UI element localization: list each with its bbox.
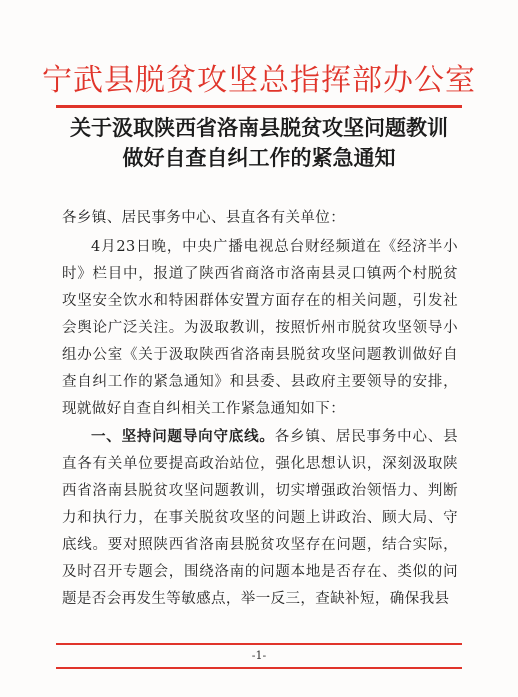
section-1-heading: 一、坚持问题导向守底线。: [91, 428, 275, 445]
notice-title: [40, 113, 478, 173]
salutation: 各乡镇、居民事务中心、县直各有关单位：: [62, 210, 346, 226]
notice-body: [62, 205, 458, 613]
title-line-1: 关于汲取陕西省洛南县脱贫攻坚问题教训: [70, 115, 448, 140]
red-divider-bottom-2: [56, 667, 462, 669]
red-divider-bottom-1: [56, 643, 462, 645]
paragraph-intro: 4月23日晚，中央广播电视总台财经频道在《经济半小时》栏目中，报道了陕西省商洛市洛南县灵口镇两个村脱贫攻坚安全饮水和特困群体安置方面存在的相关问题，引发社会舆论广泛关注。为汲取教训，按照忻州市脱贫攻坚领导小组办公室《关于汲取陕西省洛南县脱贫攻坚问题教训做好自查自纠工作的紧急通知》和县委、县政府主要领导的安排，现就做好自查自纠相关工作紧急通知如下：: [62, 239, 458, 417]
red-divider-top: [56, 105, 462, 108]
agency-header: 宁武县脱贫攻坚总指挥部办公室: [42, 63, 476, 98]
section-1-text: 各乡镇、居民事务中心、县直各有关单位要提高政治站位，强化思想认识，深刻汲取陕西省洛南县脱贫攻坚问题教训，切实增强政治领悟力、判断力和执行力，在事关脱贫攻坚的问题上讲政治、顾大局、守底线。要对照陕西省洛南县脱贫攻坚存在问题，结合实际，及时召开专题会，围绕洛南的问题本地是否存在、类似的问题是否会再发生等敏感点，举一反三，查缺补短，确保我县: [62, 429, 458, 607]
paragraph-section-1: [62, 423, 458, 613]
title-line-2: 做好自查自纠工作的紧急通知: [122, 145, 396, 170]
page-number: -1-: [251, 649, 267, 662]
